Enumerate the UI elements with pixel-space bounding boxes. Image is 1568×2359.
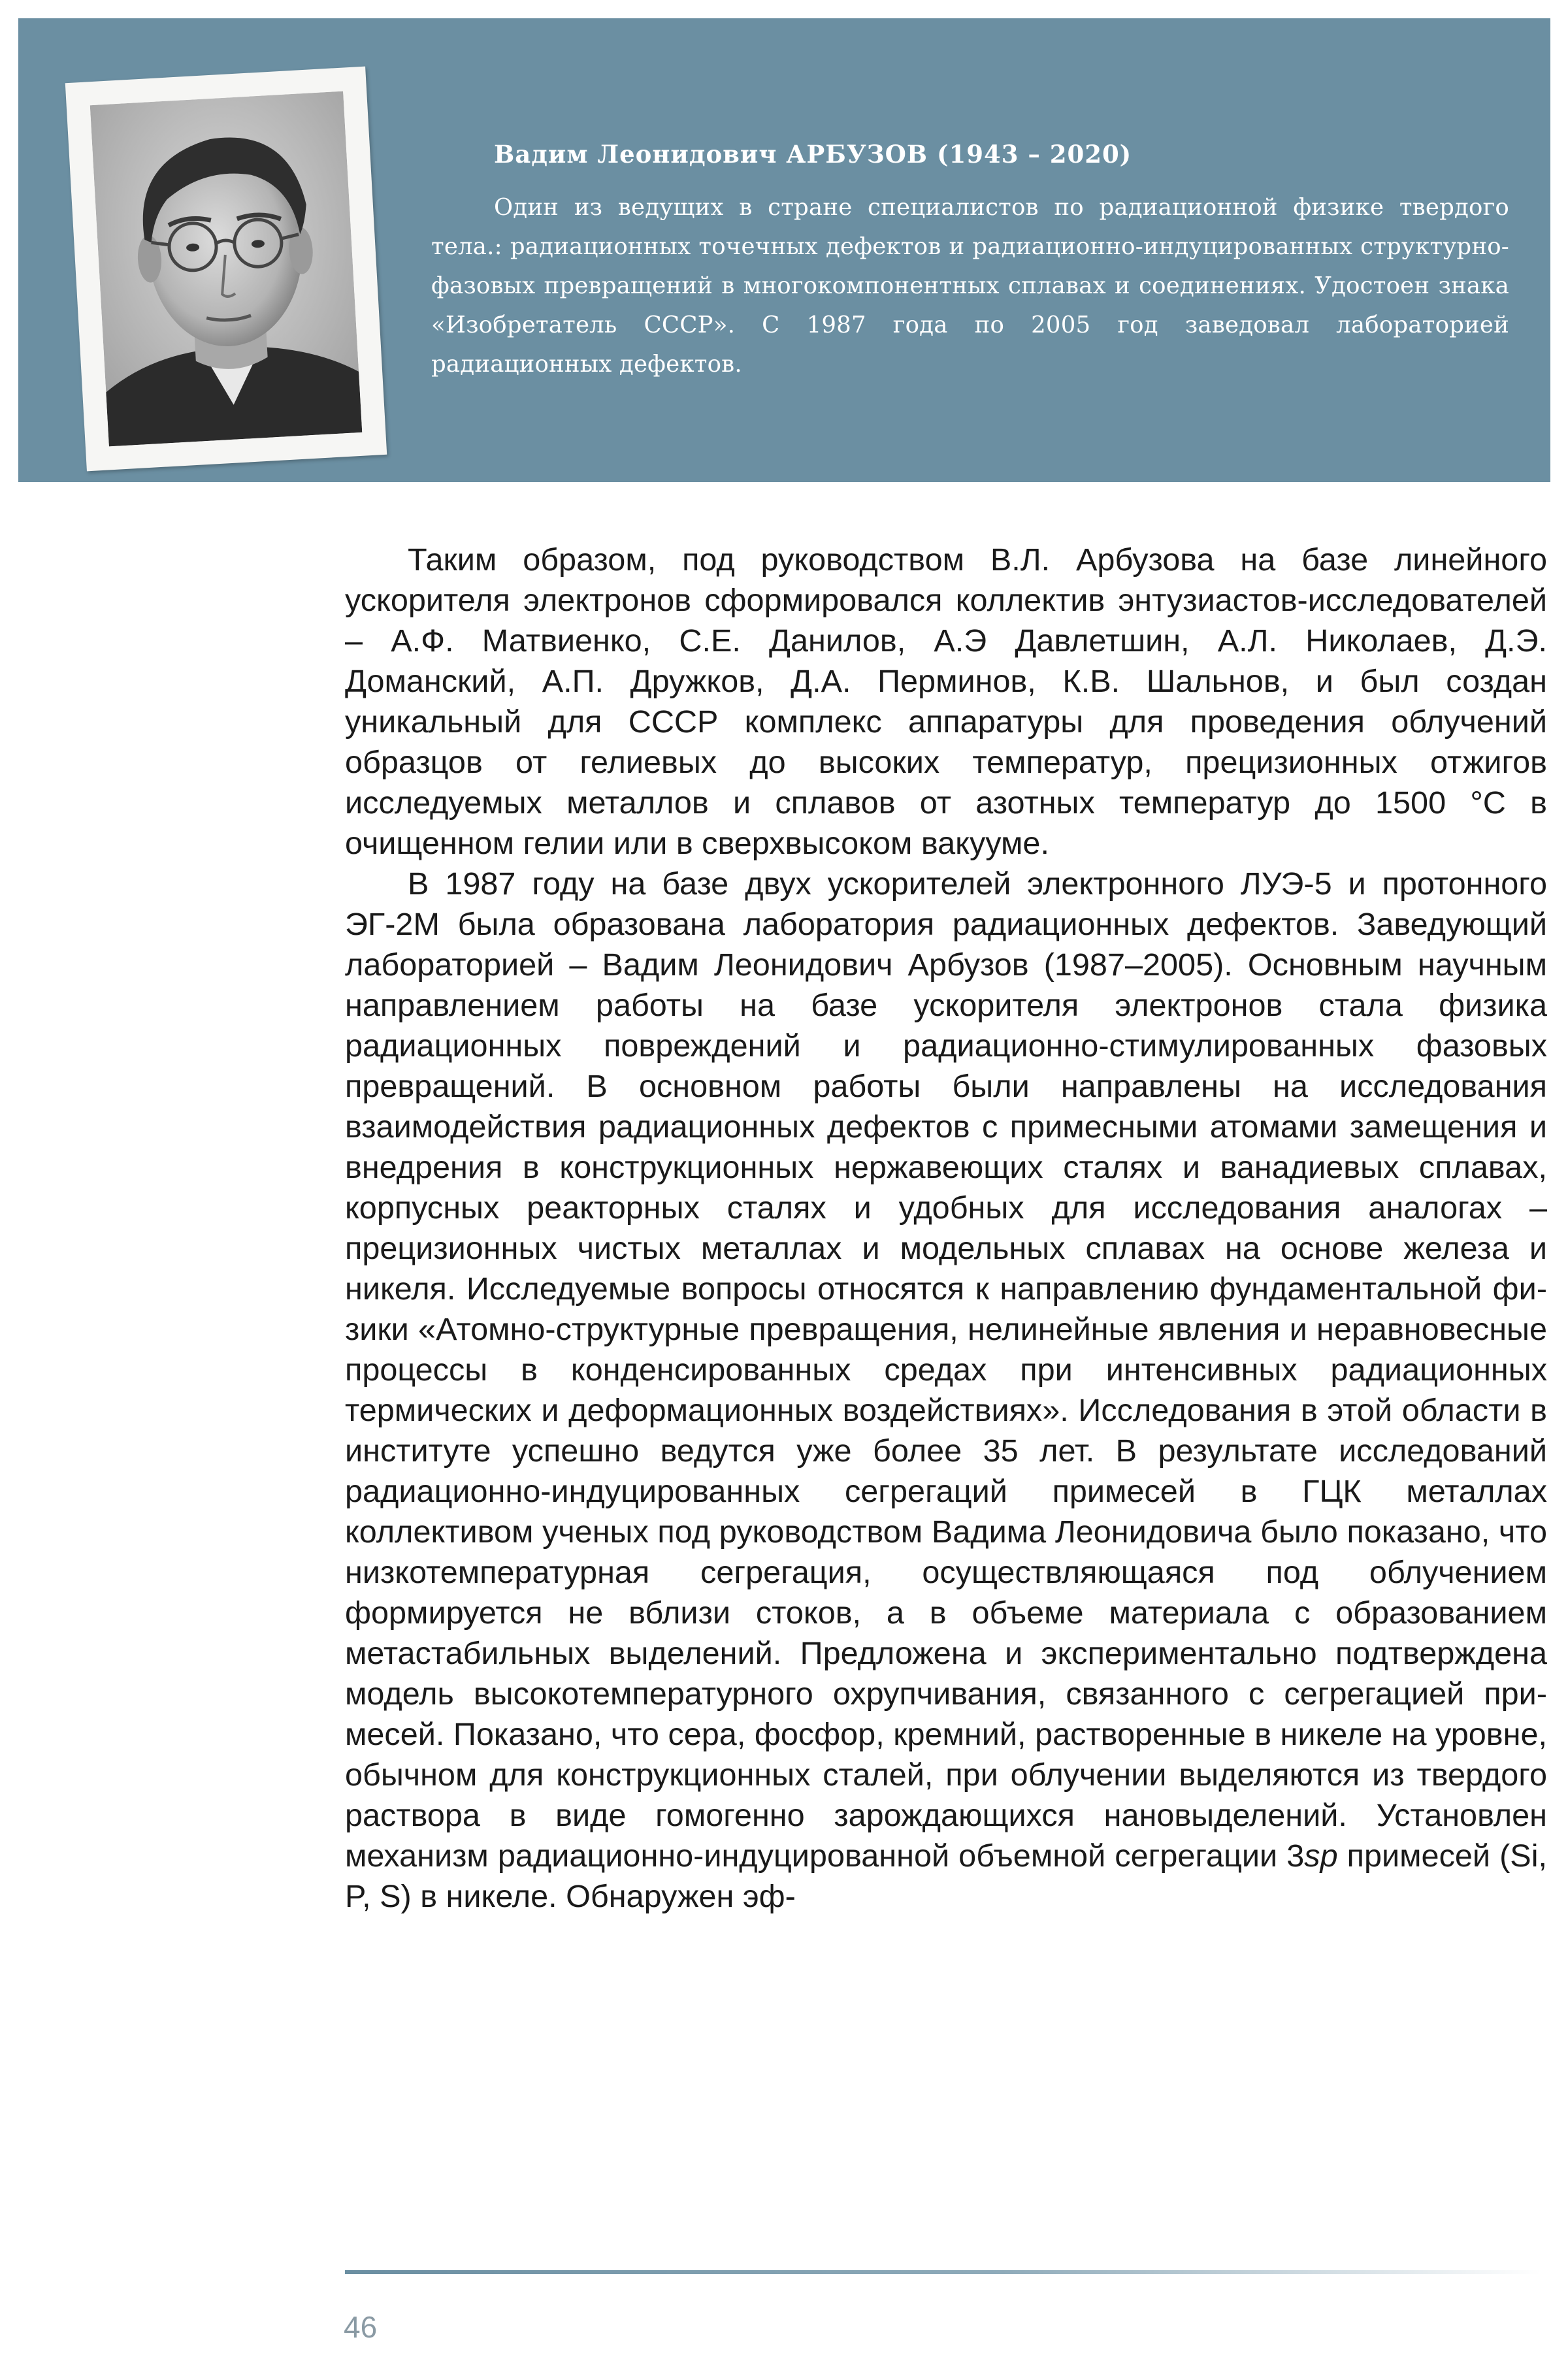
article-paragraph: Таким образом, под руководством В.Л. Арбузова на базе линейного ускорителя электронов сформировался коллектив энтузиастов-исследователей – А.Ф. Матвиенко, С.Е. Данилов, А.Э Давлетшин, А.Л. Николаев, Д.Э. Доманский, А.П. Дружков, Д.А. Перминов, К.В. Шальнов, и был создан уникальный для СССР комплекс аппаратуры для проведения облучений образцов от гелиевых до высоких температур, прецизионных отжигов исследуемых металлов и сплавов от азотных температур до 1500 °С в очищенном гелии или в сверхвысоком вакууме. [345, 542, 1547, 861]
bio-panel [18, 18, 1550, 482]
bio-description: Один из ведущих в стране специалистов по радиационной физике твердого тела.: радиационных точечных дефектов и радиационно-индуцированных структурно-фазовых превращений в многокомпонентных сплавах и соединениях. Удостоен знака «Изобретатель СССР». С 1987 года по 2005 год заведовал лабораторией радиационных дефектов. [431, 194, 1509, 378]
article-italic-text: sp [1304, 1838, 1338, 1874]
bio-name: Вадим Леонидович АРБУЗОВ (1943 – 2020) [494, 140, 1132, 169]
article-paragraph-end: примесей (Si, P, S) в никеле. Обнаружен эф- [345, 1838, 1548, 1914]
portrait-photo [65, 67, 387, 472]
footer-divider [345, 2270, 1541, 2274]
bio-text [431, 140, 1509, 384]
page-number: 46 [344, 2310, 378, 2344]
article-paragraph-text: В 1987 году на базе двух ускорителей электронного ЛУЭ-5 и протонного ЭГ-2М была образована лаборатория радиационных дефектов. Заведующий лабораторией – Вадим Леонидович Арбузов (1987–2005). Основным научным направлением работы на базе ускорителя электронов стала физика радиационных повреждений и радиационно-стимулированных фазовых превращений. В основном работы были направлены на исследования взаимодействия радиационных дефектов с примесными атомами замещения и внедрения в конструкционных нержавеющих сталях и ванадиевых сплавах, корпусных реакторных сталях и удобных для исследования аналогах – прецизионных чистых металлах и модельных сплавах на основе железа и никеля. Исследуемые вопросы относятся к направлению фундаментальной физики «Атомно-структурные превращения, нелинейные явления и неравновесные процессы в конденсированных средах при интенсивных радиационных термических и деформационных воздействиях». Исследования в этой области в институте успешно ведутся уже более 35 лет. В результате исследований радиационно-индуцированных сегрегаций примесей в ГЦК металлах коллективом ученых под руководством Вадима Леонидовича было показано, что низкотемпературная сегрегация, осуществляющаяся под облучением формируется не вблизи стоков, а в объеме материала с образованием метастабильных выделений. Предложена и экспериментально подтверждена модель высокотемпературного охрупчивания, связанного с сегрегацией примесей. Показано, что сера, фосфор, кремний, растворенные в никеле на уровне, обычном для конструкционных сталей, при облучении выделяются из твердого раствора в виде гомогенно зарождающихся нановыделений. Установлен механизм радиационно-индуцированной объемной сегрегации 3 [345, 866, 1547, 1874]
article-paragraph [345, 864, 1547, 1917]
article-body [345, 540, 1547, 1917]
